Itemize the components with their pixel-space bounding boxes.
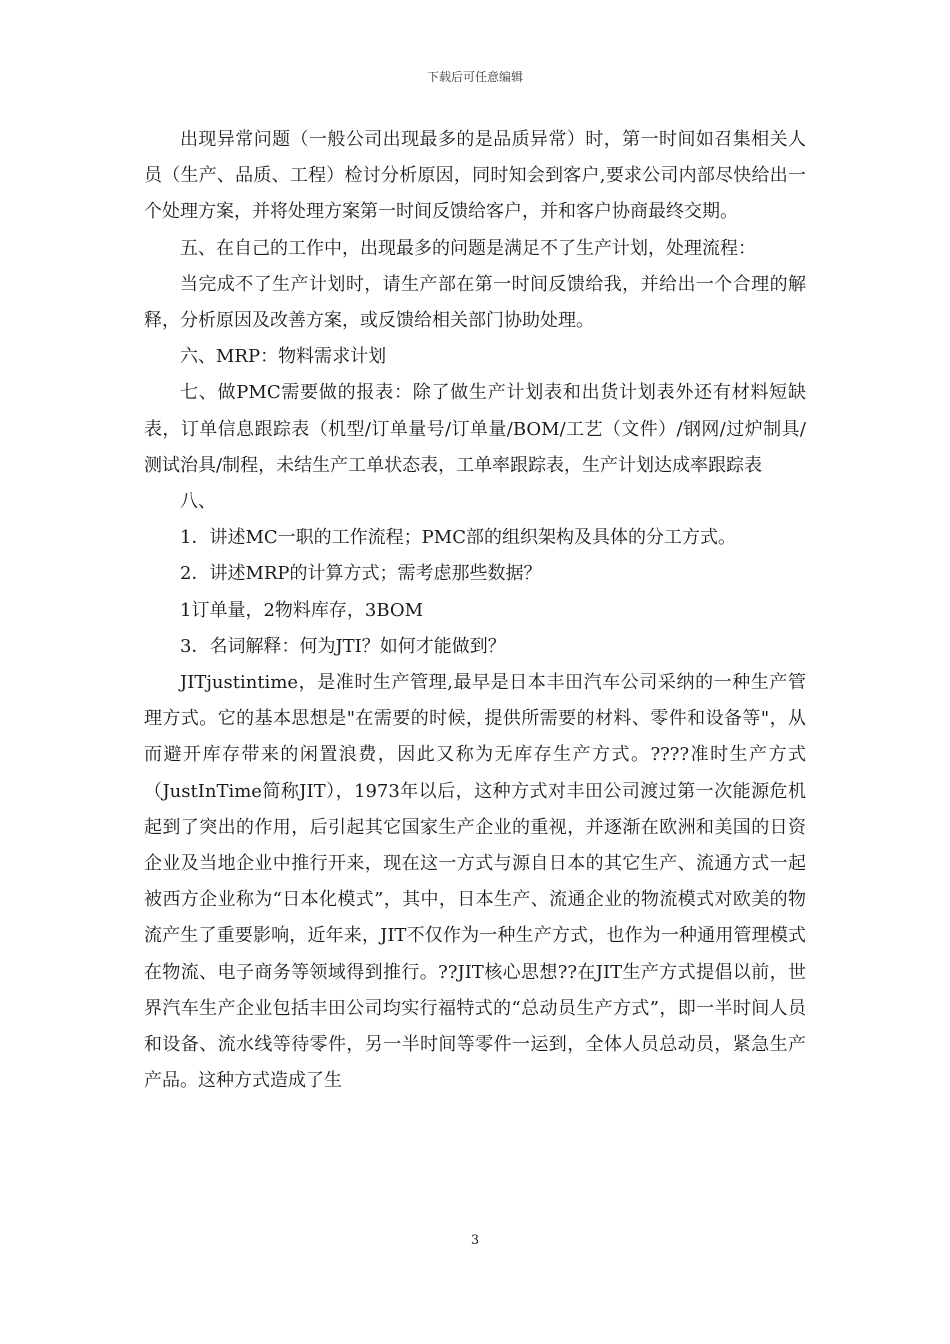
paragraph-question-two: 2．讲述MRP的计算方式；需考虑那些数据？ xyxy=(180,563,542,585)
paragraph-section-five: 五、在自己的工作中，出现最多的问题是满足不了生产计划，处理流程： xyxy=(180,237,756,259)
paragraph-section-seven: 七、做PMC需要做的报表：除了做生产计划表和出货计划表外还有材料短缺表，订单信息跟踪表（机型/订单量号/订单量/BOM/工艺（文件）/钢网/过炉制具/测试治具/制程，未结生产工单状态表，工单率跟踪表，生产计划达成率跟踪表 xyxy=(144,382,806,476)
paragraph-answer-two: 1订单量，2物料库存，3BOM xyxy=(180,599,424,621)
paragraph-jit-explanation: JITjustintime，是准时生产管理,最早是日本丰田汽车公司采纳的一种生产管理方式。它的基本思想是"在需要的时候，提供所需要的材料、零件和设备等"，从而避开库存带来的闲置浪费，因此又称为无库存生产方式。????准时生产方式（JustInTime简称JIT），1973年以后，这种方式对丰田公司渡过第一次能源危机起到了突出的作用，后引起其它国家生产企业的重视，并逐渐在欧洲和美国的日资企业及当地企业中推行开来，现在这一方式与源自日本的其它生产、流通方式一起被西方企业称为“日本化模式”，其中，日本生产、流通企业的物流模式对欧美的物流产生了重要影响，近年来，JIT不仅作为一种生产方式，也作为一种通用管理模式在物流、电子商务等领域得到推行。??JIT核心思想??在JIT生产方式提倡以前，世界汽车生产企业包括丰田公司均实行福特式的“总动员生产方式”，即一半时间人员和设备、流水线等待零件，另一半时间等零件一运到，全体人员总动员，紧急生产产品。这种方式造成了生 xyxy=(144,672,806,1092)
paragraph-section-six: 六、MRP：物料需求计划 xyxy=(180,346,387,368)
paragraph-plan-handling: 当完成不了生产计划时，请生产部在第一时间反馈给我，并给出一个合理的解释，分析原因及改善方案，或反馈给相关部门协助处理。 xyxy=(144,273,806,332)
page-header: 下载后可任意编辑 xyxy=(426,70,523,84)
paragraph-exception-handling: 出现异常问题（一般公司出现最多的是品质异常）时，第一时间如召集相关人员（生产、品质、工程）检讨分析原因，同时知会到客户,要求公司内部尽快给出一个处理方案，并将处理方案第一时间反馈给客户，并和客户协商最终交期。 xyxy=(144,129,806,223)
paragraph-question-one: 1．讲述MC一职的工作流程；PMC部的组织架构及具体的分工方式。 xyxy=(180,527,736,549)
document-body xyxy=(144,122,806,1099)
page-number: 3 xyxy=(470,1233,480,1248)
paragraph-question-three: 3．名词解释：何为JTI？如何才能做到？ xyxy=(180,635,506,657)
paragraph-section-eight: 八、 xyxy=(180,491,216,513)
